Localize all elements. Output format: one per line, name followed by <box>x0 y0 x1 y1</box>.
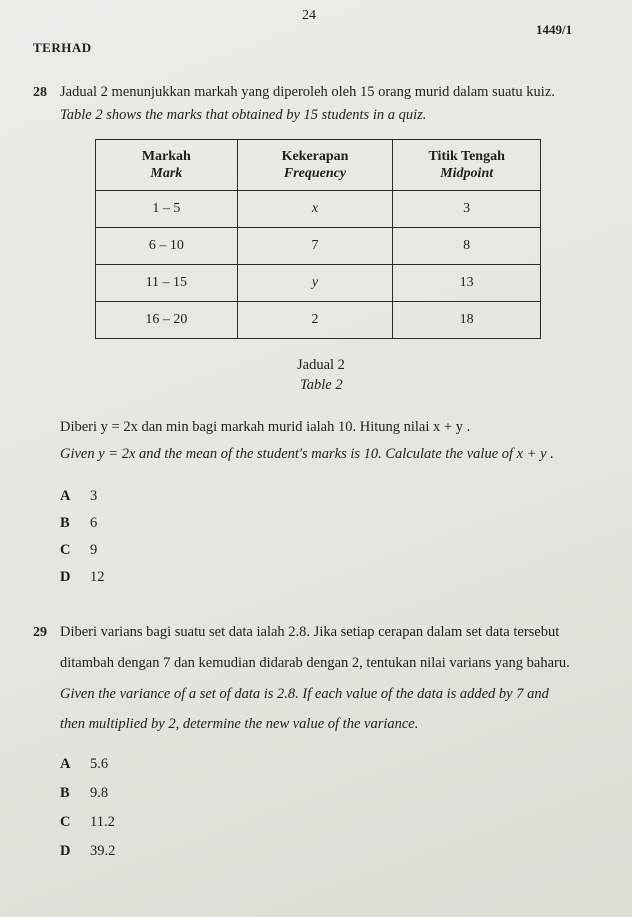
header-mark <box>96 140 238 191</box>
header-midpoint <box>393 140 541 191</box>
table-row <box>96 228 541 265</box>
marks-table <box>95 139 541 339</box>
cell-mark: 16 – 20 <box>96 302 238 339</box>
table-row <box>96 265 541 302</box>
option-value: 9.8 <box>90 785 109 801</box>
header-midpoint-english: Midpoint <box>440 166 494 181</box>
question-29-text-english-line2: then multiplied by 2, determine the new value of the variance. <box>60 716 419 732</box>
option-letter: B <box>60 785 70 801</box>
question-29-option-a[interactable] <box>60 756 108 773</box>
question-28-text-english: Table 2 shows the marks that obtained by 15 students in a quiz. <box>60 107 427 123</box>
question-29-text-english-line1: Given the variance of a set of data is 2.8. If each value of the data is added by 7 and <box>60 686 549 702</box>
paper-code: 1449/1 <box>536 22 573 37</box>
table-caption-english: Table 2 <box>300 377 343 393</box>
page-number: 24 <box>302 8 316 23</box>
question-28-given-malay: Diberi y = 2x dan min bagi markah murid ialah 10. Hitung nilai x + y . <box>60 419 471 435</box>
cell-midpoint: 3 <box>393 191 541 228</box>
question-29-option-b[interactable] <box>60 785 108 802</box>
question-29-number: 29 <box>33 625 47 640</box>
cell-frequency: 7 <box>237 228 393 265</box>
option-value: 39.2 <box>90 843 116 859</box>
cell-midpoint: 18 <box>393 302 541 339</box>
option-letter: B <box>60 515 70 531</box>
cell-mark: 6 – 10 <box>96 228 238 265</box>
option-value: 9 <box>90 542 98 558</box>
header-mark-malay: Markah <box>141 149 191 164</box>
table-row <box>96 191 541 228</box>
question-28-option-a[interactable] <box>60 488 97 505</box>
cell-midpoint: 8 <box>393 228 541 265</box>
cell-frequency: x <box>237 191 393 228</box>
header-frequency-malay: Kekerapan <box>281 149 349 164</box>
question-29-option-d[interactable] <box>60 843 115 860</box>
option-value: 11.2 <box>90 814 115 830</box>
question-28-given-english: Given y = 2x and the mean of the student's marks is 10. Calculate the value of x + y . <box>60 446 554 462</box>
cell-frequency: y <box>237 265 393 302</box>
option-value: 12 <box>90 569 105 585</box>
option-value: 5.6 <box>90 756 109 772</box>
question-29-text-malay-line1: Diberi varians bagi suatu set data ialah 2.8. Jika setiap cerapan dalam set data tersebut <box>60 624 560 640</box>
question-28-number: 28 <box>33 85 47 100</box>
option-letter: D <box>60 843 71 859</box>
question-28-option-b[interactable] <box>60 515 97 532</box>
option-letter: C <box>60 542 71 558</box>
question-29-option-c[interactable] <box>60 814 115 831</box>
cell-frequency: 2 <box>237 302 393 339</box>
option-value: 6 <box>90 515 98 531</box>
table-header-row <box>96 140 541 191</box>
question-29-text-malay-line2: ditambah dengan 7 dan kemudian didarab dengan 2, tentukan nilai varians yang baharu. <box>60 655 570 671</box>
header-midpoint-malay: Titik Tengah <box>428 149 505 164</box>
header-frequency-english: Frequency <box>283 166 347 181</box>
question-28-option-c[interactable] <box>60 542 97 559</box>
option-value: 3 <box>90 488 98 504</box>
question-28-text-malay: Jadual 2 menunjukkan markah yang diperoleh oleh 15 orang murid dalam suatu kuiz. <box>60 84 555 100</box>
option-letter: A <box>60 756 71 772</box>
cell-mark: 11 – 15 <box>96 265 238 302</box>
option-letter: A <box>60 488 71 504</box>
status-label: TERHAD <box>33 40 92 55</box>
option-letter: D <box>60 569 71 585</box>
option-letter: C <box>60 814 71 830</box>
header-mark-english: Mark <box>150 166 183 181</box>
header-frequency <box>237 140 393 191</box>
question-28-option-d[interactable] <box>60 569 105 586</box>
table-caption-malay: Jadual 2 <box>297 357 345 373</box>
cell-mark: 1 – 5 <box>96 191 238 228</box>
table-row <box>96 302 541 339</box>
cell-midpoint: 13 <box>393 265 541 302</box>
